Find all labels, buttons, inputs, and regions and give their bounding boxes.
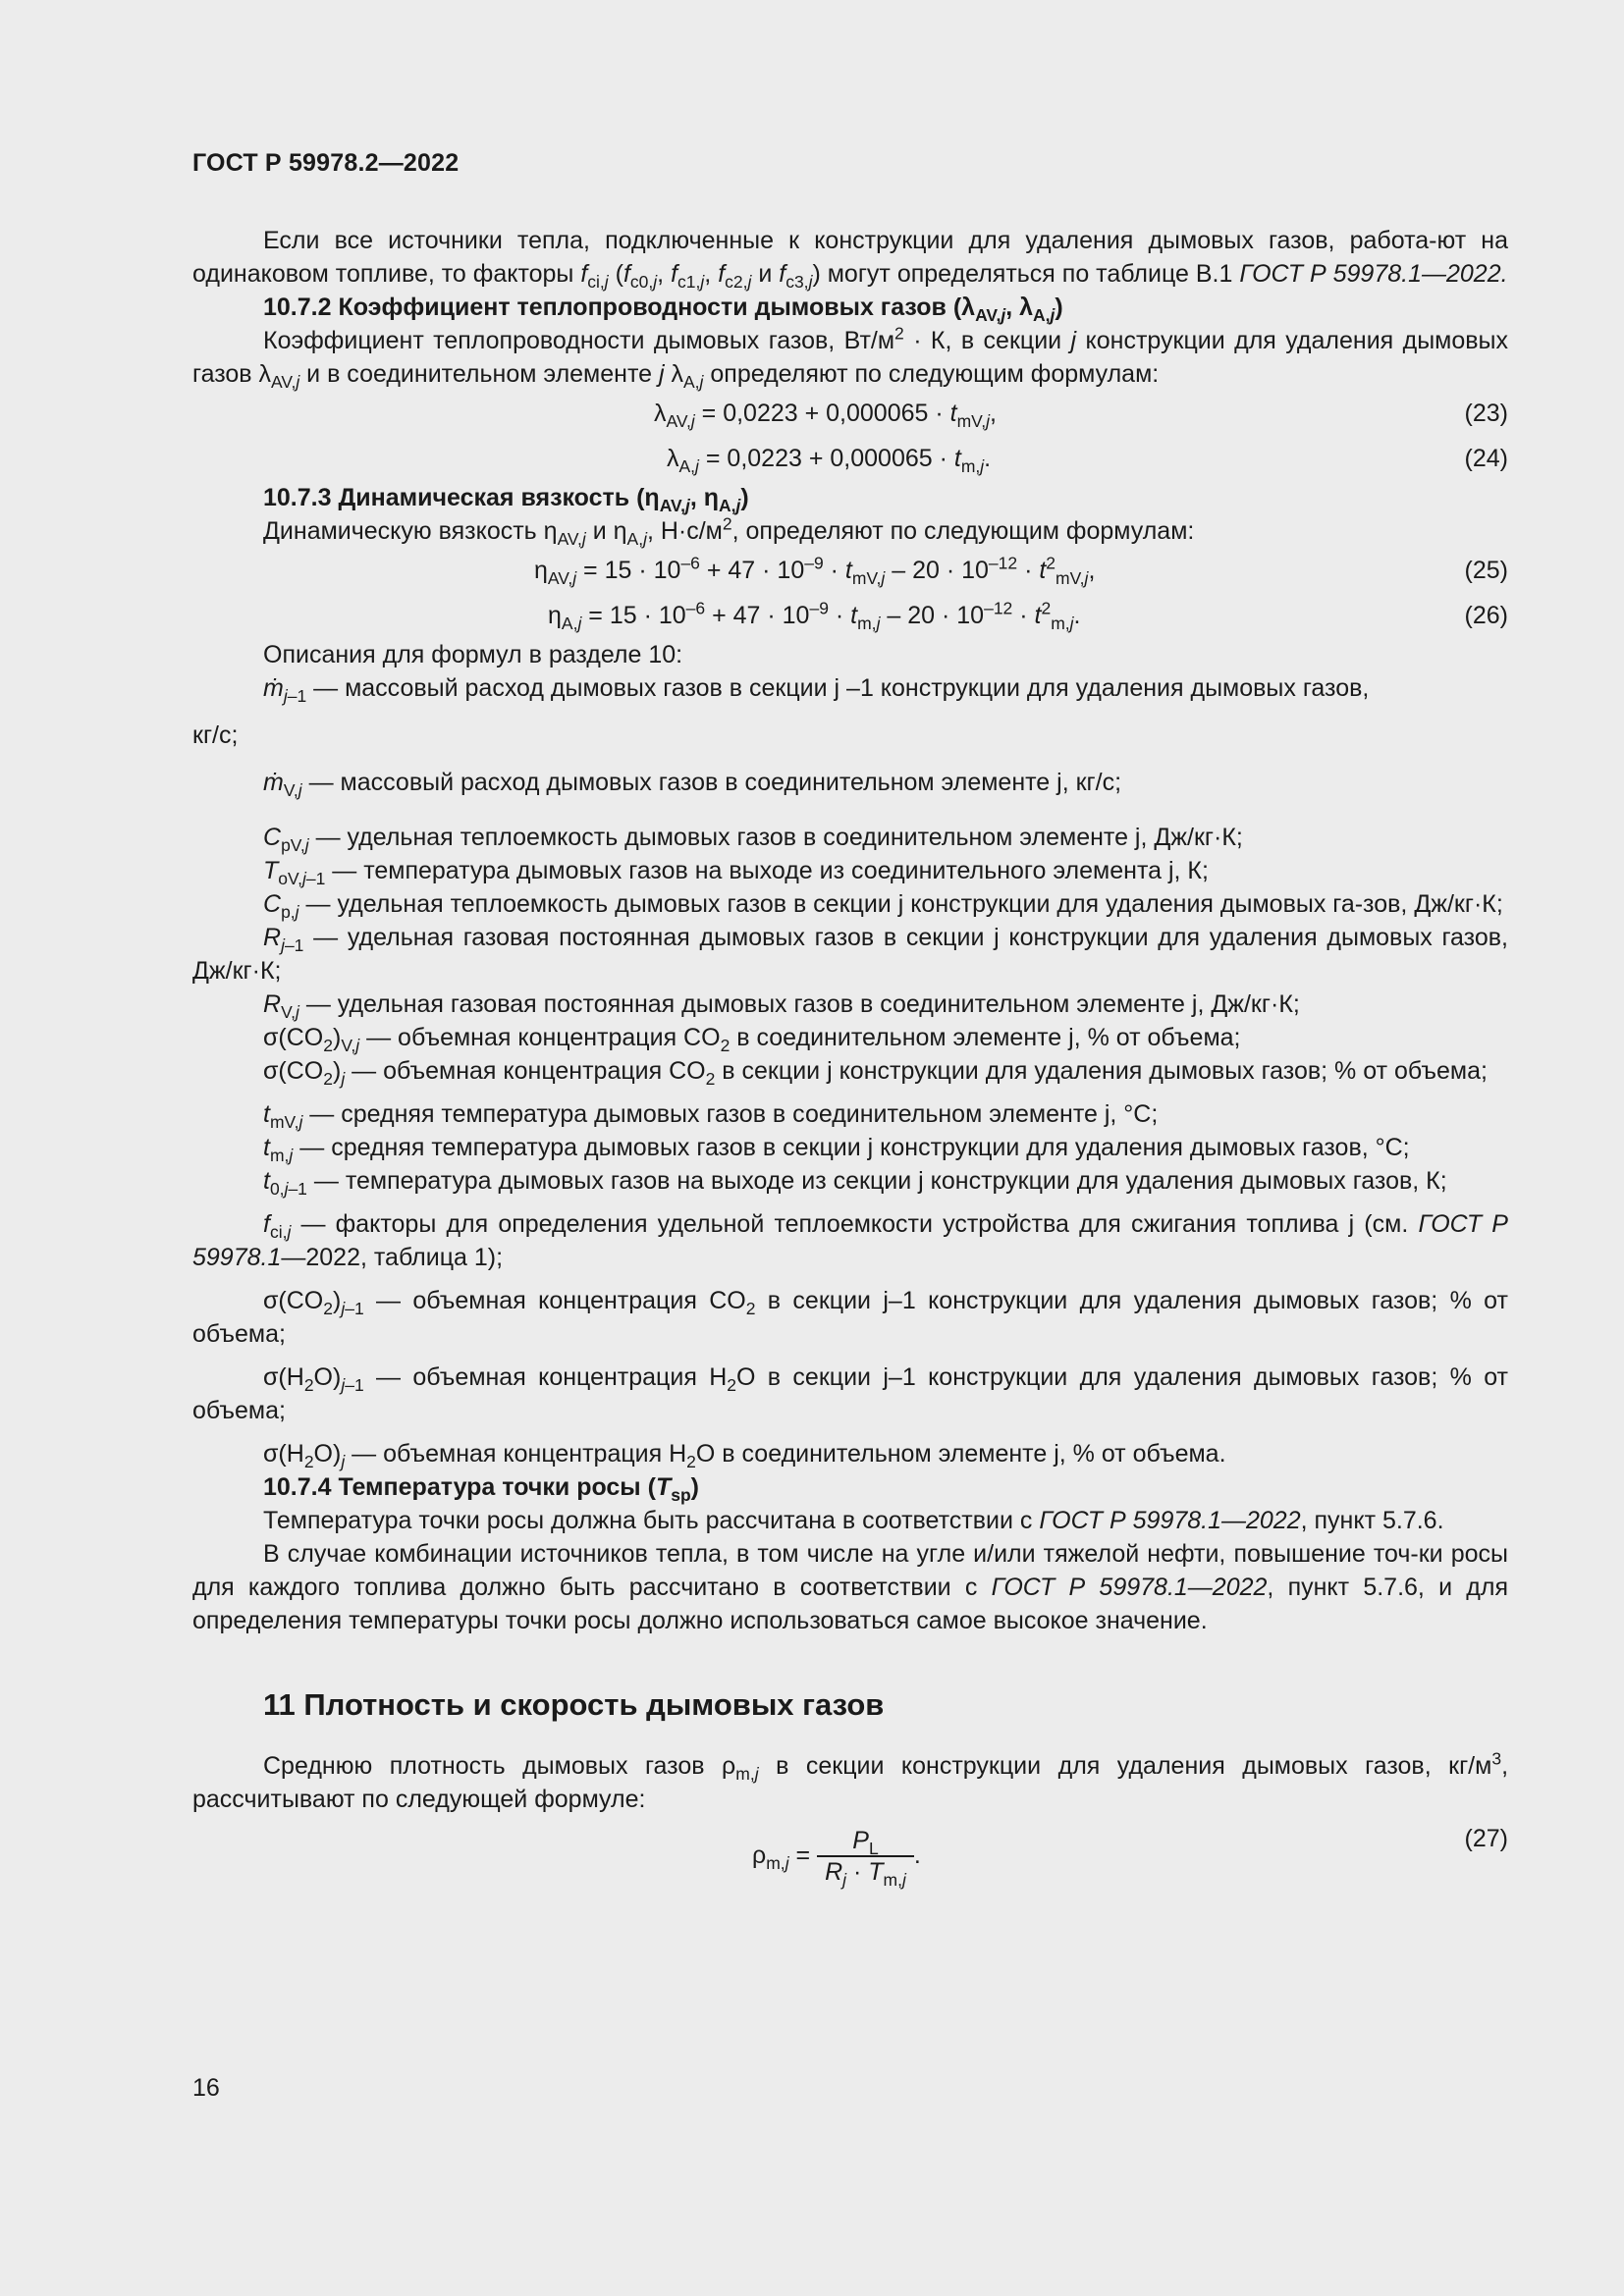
formula-number: (25)	[1464, 557, 1508, 584]
description-item: $R_{V,j}$ — удельная газовая постоянная дымовых газов в соединительном элементе j, Дж/кг·К;	[263, 990, 1300, 1023]
page-number: 16	[192, 2074, 220, 2102]
description-item: ṁ$_{V,j}$ — массовый расход дымовых газов в соединительном элементе j, кг/с;	[263, 769, 1122, 801]
paragraph-10-7-3: Динамическую вязкость $\eta_{AV,j}$ и $\eta_{A,j}$, $Н\cdot с/м^2$, определяют по следующим формулам:	[263, 513, 1195, 550]
description-item: $\sigma(H_2O)_{j-1}$ — объемная концентрация $H_2O$ в секции j–1 конструкции для удаления дымовых газов; % от объема;	[192, 1363, 1508, 1424]
paragraph-10-7-2: Коэффициент теплопроводности дымовых газов, $Вт/м^2 \cdot К$, в секции j конструкции для удаления дымовых газов $\lambda_{AV,j}$ и в соединительном элементе j $\lambda_{A,j}$ определяют по следующим формулам:	[192, 323, 1509, 393]
section-heading-10-7-4: 10.7.4 Температура точки росы $(T_{sp})$	[263, 1473, 699, 1506]
description-item: $\sigma(CO_2)_{V,j}$ — объемная концентрация $CO_2$ в соединительном элементе j, % от объема;	[263, 1024, 1241, 1056]
description-item: $T_{oV,j-1}$ — температура дымовых газов на выходе из соединительного элемента j, К;	[263, 857, 1209, 889]
formula-number: (23)	[1464, 400, 1508, 427]
document-header: ГОСТ Р 59978.2—2022	[192, 149, 460, 177]
section-heading-10-7-3: 10.7.3 Динамическая вязкость ($\eta_{AV,j}$, $\eta_{A,j}$)	[263, 484, 749, 516]
paragraph-10-7-4-b: В случае комбинации источников тепла, в том числе на угле и/или тяжелой нефти, повышение точ-ки росы для каждого топлива должно быть рассчитано в соответствии с ГОСТ Р 59978.1—2022, пункт 5.7.6, и для определения температуры точки росы должно использоваться самое высокое значение.	[192, 1540, 1509, 1634]
description-item-tail: кг/с;	[192, 721, 239, 749]
section-heading-10-7-2: 10.7.2 Коэффициент теплопроводности дымовых газов ($\lambda_{AV,j}$, $\lambda_{A,j}$)	[263, 294, 1063, 326]
paragraph-11: Среднюю плотность дымовых газов $\rho_{m,j}$ в секции конструкции для удаления дымовых газов, $кг/м^3$, рассчитывают по следующей формуле:	[192, 1748, 1509, 1813]
descriptions-intro: Описания для формул в разделе 10:	[263, 641, 683, 668]
description-item: $\sigma(CO_2)_j$ — объемная концентрация $CO_2$ в секции j конструкции для удаления дымовых газов; % от объема;	[263, 1057, 1488, 1090]
description-item: $\sigma(H_2O)_j$ — объемная концентрация $H_2O$ в соединительном элементе j, % от объема.	[263, 1440, 1226, 1472]
formula-27: $\rho_{m,j}$ = $\frac{P_L}{R_j \cdot T_{m,j}}$ . (27)	[192, 1816, 1508, 1895]
formula-26: $\eta_{A,j} = 15 \cdot 10^{-6} + 47 \cdot 10^{-9} \cdot t_{m,j} - 20 \cdot 10^{-12} \cdot t^2_{m,j}$. (26)	[192, 593, 1508, 638]
description-item: $R_{j-1}$ — удельная газовая постоянная дымовых газов в секции j конструкции для удаления дымовых газов, Дж/кг·К;	[192, 924, 1508, 985]
formula-number: (26)	[1464, 602, 1508, 629]
formula-number: (27)	[1464, 1825, 1508, 1852]
intro-paragraph: Если все источники тепла, подключенные к конструкции для удаления дымовых газов, работа-ют на одинаковом топливе, то факторы $f_{ci,j}$ ($f_{c0,j}$, $f_{c1,j}$, $f_{c2,j}$ и $f_{c3,j}$) могут определяться по таблице В.1 ГОСТ Р 59978.1—2022.	[192, 227, 1508, 293]
description-item: $t_{mV,j}$ — средняя температура дымовых газов в соединительном элементе j, °C;	[263, 1100, 1159, 1133]
description-item: $t_{0,j-1}$ — температура дымовых газов на выходе из секции j конструкции для удаления дымовых газов, К;	[263, 1167, 1447, 1200]
description-item: $t_{m,j}$ — средняя температура дымовых газов в секции j конструкции для удаления дымовых газов, °C;	[263, 1134, 1410, 1166]
description-item: $C_{p,j}$ — удельная теплоемкость дымовых газов в секции j конструкции для удаления дымовых га-зов, Дж/кг·К;	[263, 890, 1503, 923]
description-item: $C_{pV,j}$ — удельная теплоемкость дымовых газов в соединительном элементе j, Дж/кг·К;	[263, 824, 1243, 856]
formula-25: $\eta_{AV,j} = 15 \cdot 10^{-6} + 47 \cdot 10^{-9} \cdot t_{mV,j} - 20 \cdot 10^{-12} \cdot t^2_{mV,j}$, (25)	[192, 548, 1508, 593]
formula-24: $\lambda_{A,j} = 0,0223 + 0,000065 \cdot t_{m,j}$. (24)	[192, 436, 1508, 481]
formula-number: (24)	[1464, 445, 1508, 472]
description-item: $\sigma(CO_2)_{j-1}$ — объемная концентрация $CO_2$ в секции j–1 конструкции для удаления дымовых газов; % от объема;	[192, 1287, 1508, 1348]
description-item: ṁ$_{j-1}$ — массовый расход дымовых газов в секции j –1 конструкции для удаления дымовых газов,	[263, 674, 1370, 707]
fraction: $\frac{P_L}{R_j \cdot T_{m,j}}$	[817, 1826, 914, 1887]
paragraph-10-7-4-a: Температура точки росы должна быть рассчитана в соответствии с ГОСТ Р 59978.1—2022, пункт 5.7.6.	[263, 1507, 1444, 1534]
section-heading-11: 11 Плотность и скорость дымовых газов	[263, 1687, 885, 1722]
page-content	[192, 224, 1508, 1895]
description-item: $f_{ci,j}$ — факторы для определения удельной теплоемкости устройства для сжигания топлива j (см. ГОСТ Р 59978.1—2022, таблица 1);	[192, 1210, 1508, 1271]
formula-23: $\lambda_{AV,j} = 0,0223 + 0,000065 \cdot t_{mV,j}$, (23)	[192, 391, 1508, 436]
